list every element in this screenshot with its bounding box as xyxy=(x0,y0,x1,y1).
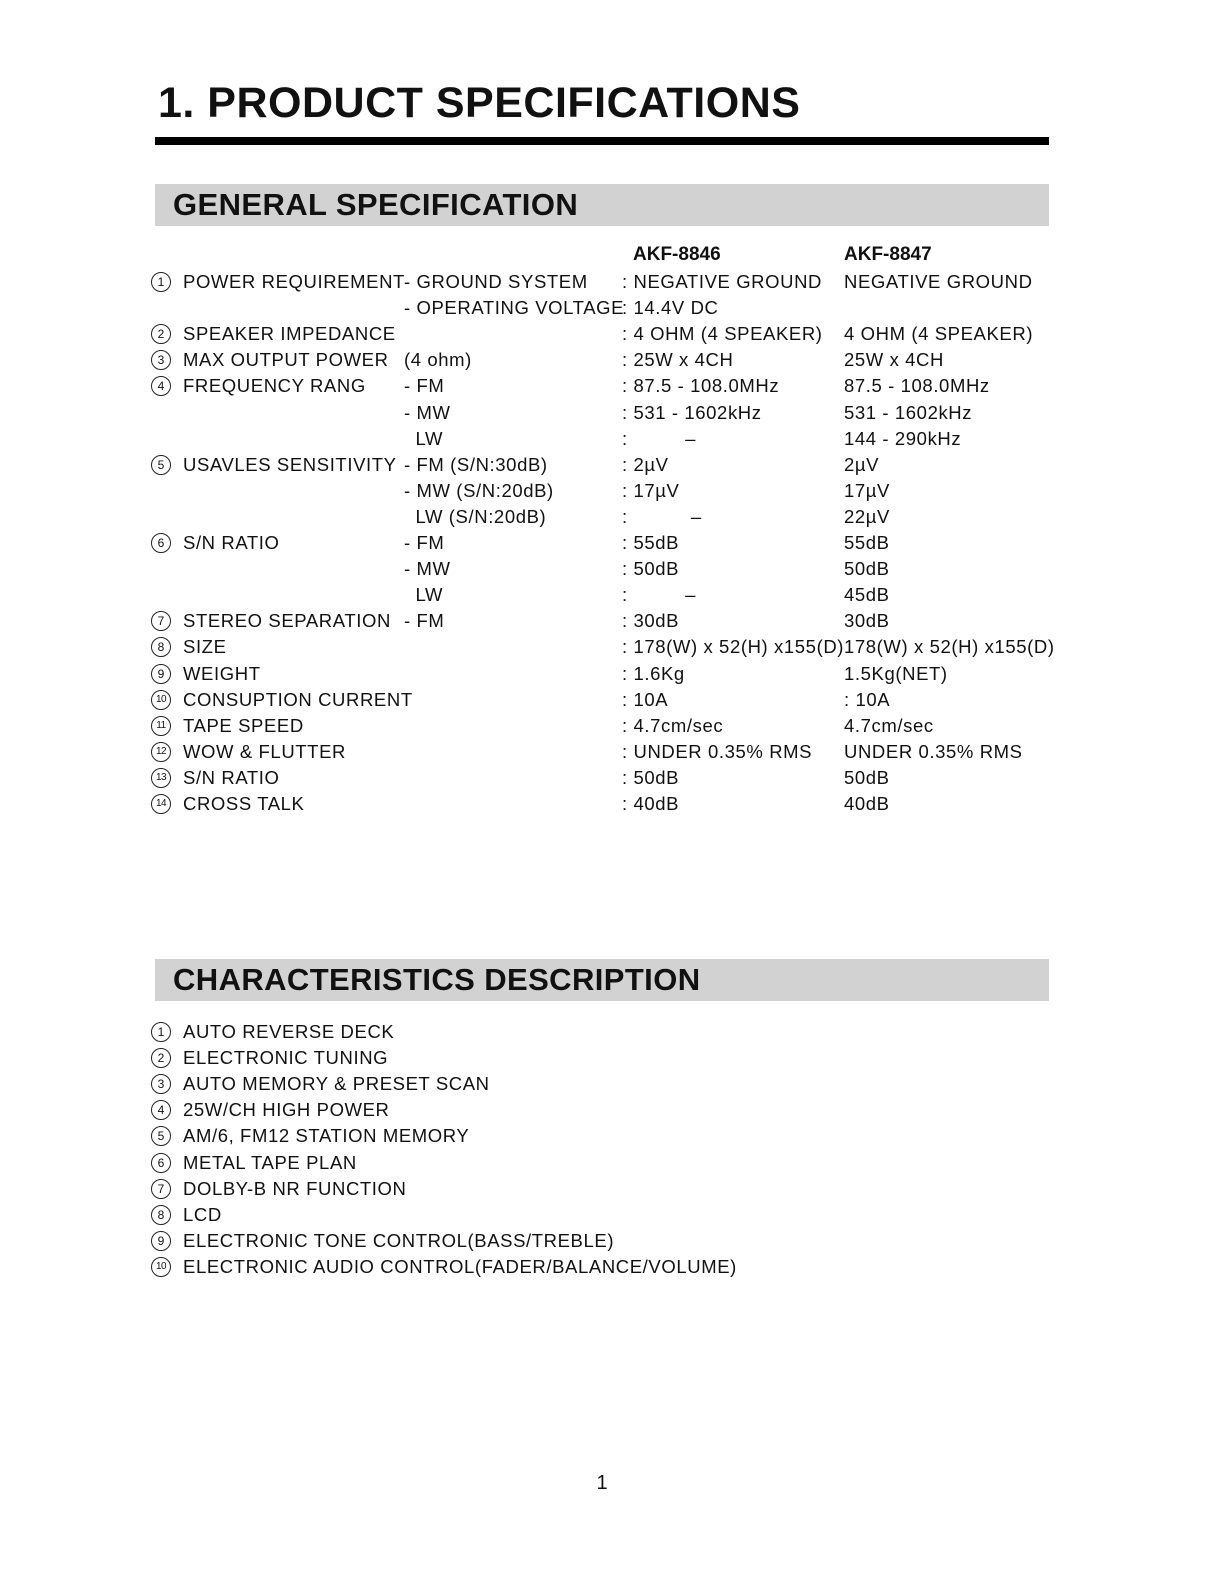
spec-number-badge: 11 xyxy=(151,716,171,736)
list-item xyxy=(0,1123,1220,1149)
spec-number-badge: 12 xyxy=(151,742,171,762)
spec-value-model-b: UNDER 0.35% RMS xyxy=(844,740,1023,762)
general-spec-title: GENERAL SPECIFICATION xyxy=(173,187,579,222)
spec-value-model-a: : 14.4V DC xyxy=(622,297,719,319)
spec-sublabel: LW (S/N:20dB) xyxy=(404,505,547,527)
list-item xyxy=(0,1228,1220,1254)
spec-row xyxy=(0,739,1220,765)
spec-sublabel: LW xyxy=(404,584,444,606)
spec-value-model-b: 50dB xyxy=(844,766,890,788)
model-b-heading: AKF-8847 xyxy=(844,244,932,265)
spec-value-model-a: : UNDER 0.35% RMS xyxy=(622,740,813,762)
item-number-badge: 1 xyxy=(151,1022,171,1042)
spec-value-model-a: : NEGATIVE GROUND xyxy=(622,271,823,292)
spec-row xyxy=(0,295,1220,321)
spec-number-badge: 2 xyxy=(151,324,171,344)
item-number-badge: 4 xyxy=(151,1100,171,1120)
spec-row xyxy=(0,373,1220,399)
page-title: 1. PRODUCT SPECIFICATIONS xyxy=(158,79,801,127)
spec-label: FREQUENCY RANG xyxy=(183,375,366,397)
spec-label: CROSS TALK xyxy=(183,793,305,814)
list-item xyxy=(0,1071,1220,1097)
item-number-badge: 3 xyxy=(151,1074,171,1094)
spec-value-model-a: : 531 - 1602kHz xyxy=(622,401,762,423)
spec-value-model-a: : 4.7cm/sec xyxy=(622,714,724,736)
spec-row xyxy=(0,530,1220,556)
spec-number-badge: 7 xyxy=(151,611,171,631)
spec-value-model-b: : 10A xyxy=(844,688,891,710)
spec-number-badge: 4 xyxy=(151,376,171,396)
spec-value-model-b: 25W x 4CH xyxy=(844,349,944,371)
item-label: ELECTRONIC TUNING xyxy=(183,1047,389,1069)
spec-number-badge: 6 xyxy=(151,533,171,553)
spec-value-model-b: 2µV xyxy=(844,453,880,475)
spec-row xyxy=(0,661,1220,687)
item-number-badge: 8 xyxy=(151,1205,171,1225)
spec-number-badge: 10 xyxy=(151,690,171,710)
spec-row xyxy=(0,687,1220,713)
spec-label: SPEAKER IMPEDANCE xyxy=(183,323,396,345)
spec-label: S/N RATIO xyxy=(183,532,280,553)
spec-label: SIZE xyxy=(183,636,227,658)
item-label: DOLBY-B NR FUNCTION xyxy=(183,1177,407,1199)
spec-value-model-b: 531 - 1602kHz xyxy=(844,401,973,423)
item-number-badge: 2 xyxy=(151,1048,171,1068)
spec-number-badge: 13 xyxy=(151,768,171,788)
list-item xyxy=(0,1019,1220,1045)
spec-label: S/N RATIO xyxy=(183,766,280,788)
spec-number-badge: 8 xyxy=(151,637,171,657)
item-label: AUTO REVERSE DECK xyxy=(183,1021,395,1042)
spec-sublabel: - OPERATING VOLTAGE xyxy=(404,297,625,319)
spec-row xyxy=(0,452,1220,478)
spec-sublabel: - GROUND SYSTEM xyxy=(404,271,588,292)
spec-row xyxy=(0,634,1220,660)
item-label: METAL TAPE PLAN xyxy=(183,1151,357,1173)
spec-value-model-a: : 1.6Kg xyxy=(622,662,685,684)
spec-label: TAPE SPEED xyxy=(183,714,304,736)
item-number-badge: 7 xyxy=(151,1179,171,1199)
spec-row xyxy=(0,269,1220,295)
spec-value-model-a: : – xyxy=(622,505,702,527)
spec-value-model-a: : 50dB xyxy=(622,558,680,580)
spec-value-model-a: : – xyxy=(622,427,697,449)
spec-label: USAVLES SENSITIVITY xyxy=(183,453,397,475)
spec-value-model-b: 4.7cm/sec xyxy=(844,714,934,736)
spec-value-model-a: : 17µV xyxy=(622,479,680,501)
item-label: AUTO MEMORY & PRESET SCAN xyxy=(183,1073,490,1095)
spec-value-model-b: 178(W) x 52(H) x155(D) xyxy=(844,636,1055,658)
list-item xyxy=(0,1097,1220,1123)
spec-number-badge: 14 xyxy=(151,794,171,814)
spec-value-model-b: 22µV xyxy=(844,505,890,527)
spec-row xyxy=(0,608,1220,634)
item-label: LCD xyxy=(183,1203,222,1225)
item-label: 25W/CH HIGH POWER xyxy=(183,1099,390,1121)
spec-value-model-a: : 10A xyxy=(622,688,669,710)
spec-value-model-a: : 40dB xyxy=(622,793,680,814)
spec-row xyxy=(0,791,1220,817)
spec-value-model-b: 55dB xyxy=(844,532,890,553)
general-spec-header xyxy=(155,184,1049,226)
page-number: 1 xyxy=(596,1472,608,1494)
spec-sublabel: - FM xyxy=(404,375,445,397)
spec-value-model-a: : 25W x 4CH xyxy=(622,349,734,371)
characteristics-header xyxy=(155,959,1049,1001)
spec-label: POWER REQUIREMENT xyxy=(183,271,405,292)
item-label: ELECTRONIC TONE CONTROL(BASS/TREBLE) xyxy=(183,1229,615,1251)
spec-value-model-a: : 2µV xyxy=(622,453,669,475)
spec-row xyxy=(0,713,1220,739)
spec-sublabel: - FM (S/N:30dB) xyxy=(404,453,548,475)
list-item xyxy=(0,1202,1220,1228)
spec-sublabel: - MW xyxy=(404,401,451,423)
spec-row xyxy=(0,400,1220,426)
spec-row xyxy=(0,478,1220,504)
spec-label: WEIGHT xyxy=(183,662,261,684)
item-label: ELECTRONIC AUDIO CONTROL(FADER/BALANCE/VOLUME) xyxy=(183,1255,737,1277)
spec-value-model-a: : 30dB xyxy=(622,610,680,632)
spec-number-badge: 9 xyxy=(151,664,171,684)
spec-label: STEREO SEPARATION xyxy=(183,610,391,632)
spec-value-model-a: : 178(W) x 52(H) x155(D) xyxy=(622,636,845,658)
spec-value-model-b: 4 OHM (4 SPEAKER) xyxy=(844,323,1034,345)
spec-value-model-b: 144 - 290kHz xyxy=(844,427,962,449)
spec-row xyxy=(0,347,1220,373)
spec-sublabel: - FM xyxy=(404,610,445,632)
item-number-badge: 9 xyxy=(151,1231,171,1251)
spec-number-badge: 5 xyxy=(151,455,171,475)
spec-row xyxy=(0,556,1220,582)
spec-sublabel: (4 ohm) xyxy=(404,349,472,371)
spec-label: WOW & FLUTTER xyxy=(183,740,346,762)
spec-value-model-a: : 87.5 - 108.0MHz xyxy=(622,375,780,397)
spec-number-badge: 3 xyxy=(151,350,171,370)
spec-value-model-b: 40dB xyxy=(844,793,890,814)
characteristics-title: CHARACTERISTICS DESCRIPTION xyxy=(173,962,701,997)
spec-row xyxy=(0,321,1220,347)
spec-value-model-a: : – xyxy=(622,584,697,606)
item-number-badge: 5 xyxy=(151,1126,171,1146)
spec-value-model-a: : 55dB xyxy=(622,532,680,553)
list-item xyxy=(0,1254,1220,1280)
spec-row xyxy=(0,504,1220,530)
model-a-heading: AKF-8846 xyxy=(633,244,721,265)
item-label: AM/6, FM12 STATION MEMORY xyxy=(183,1125,470,1147)
spec-sublabel: - MW xyxy=(404,558,451,580)
spec-row xyxy=(0,765,1220,791)
item-number-badge: 10 xyxy=(151,1257,171,1277)
title-rule xyxy=(155,137,1049,145)
list-item xyxy=(0,1176,1220,1202)
spec-value-model-b: 45dB xyxy=(844,584,890,606)
spec-row xyxy=(0,426,1220,452)
list-item xyxy=(0,1150,1220,1176)
spec-value-model-b: 50dB xyxy=(844,558,890,580)
spec-value-model-b: 1.5Kg(NET) xyxy=(844,662,948,684)
spec-value-model-a: : 50dB xyxy=(622,766,680,788)
spec-label: MAX OUTPUT POWER xyxy=(183,349,389,371)
item-number-badge: 6 xyxy=(151,1153,171,1173)
spec-sublabel: - MW (S/N:20dB) xyxy=(404,479,554,501)
spec-value-model-b: 30dB xyxy=(844,610,890,632)
spec-value-model-b: 87.5 - 108.0MHz xyxy=(844,375,990,397)
spec-label: CONSUPTION CURRENT xyxy=(183,688,413,710)
spec-value-model-a: : 4 OHM (4 SPEAKER) xyxy=(622,323,823,345)
spec-sublabel: LW xyxy=(404,427,444,449)
spec-sublabel: - FM xyxy=(404,532,445,553)
spec-row xyxy=(0,582,1220,608)
spec-value-model-b: 17µV xyxy=(844,479,890,501)
spec-value-model-b: NEGATIVE GROUND xyxy=(844,271,1033,292)
spec-number-badge: 1 xyxy=(151,272,171,292)
list-item xyxy=(0,1045,1220,1071)
